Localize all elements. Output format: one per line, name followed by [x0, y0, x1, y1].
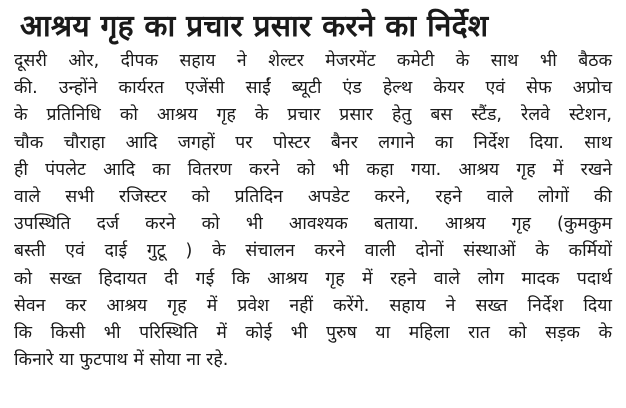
body-line: के प्रतिनिधि को आश्रय गृह के प्रचार प्रसार हेतु बस स्टैंड, रेलवे स्टेशन,	[14, 105, 612, 126]
body-line: की. उन्होंने कार्यरत एजेंसी साईं ब्यूटी एंड हेल्थ केयर एवं सेफ अप्रोच	[14, 78, 612, 99]
body-line: दूसरी ओर, दीपक सहाय ने शेल्टर मेजरमेंट कमेटी के साथ भी बैठक	[14, 51, 612, 71]
body-line: किनारे या फुटपाथ में सोया ना रहे.	[14, 350, 229, 371]
body-line: को सख्त हिदायत दी गई कि आश्रय गृह में रहने वाले लोग मादक पदार्थ	[14, 268, 612, 289]
body-line: बस्ती एवं दाई गुटू ) के संचालन करने वाली दोनों संस्थाओं के कर्मियों	[14, 241, 612, 262]
body-line: सेवन कर आश्रय गृह में प्रवेश नहीं करेंगे. सहाय ने सख्त निर्देश दिया	[14, 295, 612, 316]
body-line: ही पंपलेट आदि का वितरण करने को भी कहा गया. आश्रय गृह में रखने	[14, 159, 612, 180]
body-line: चौक चौराहा आदि जगहों पर पोस्टर बैनर लगाने का निर्देश दिया. साथ	[14, 132, 612, 153]
body-line: उपस्थिति दर्ज करने को भी आवश्यक बताया. आश्रय गृह (कुमकुम	[14, 214, 612, 235]
article-body	[14, 48, 612, 374]
body-line: कि किसी भी परिस्थिति में कोई भी पुरुष या महिला रात को सड़क के	[14, 323, 612, 344]
body-line: वाले सभी रजिस्टर को प्रतिदिन अपडेट करने, रहने वाले लोगों की	[14, 187, 612, 208]
headline: आश्रय गृह का प्रचार प्रसार करने का निर्देश	[20, 9, 489, 44]
